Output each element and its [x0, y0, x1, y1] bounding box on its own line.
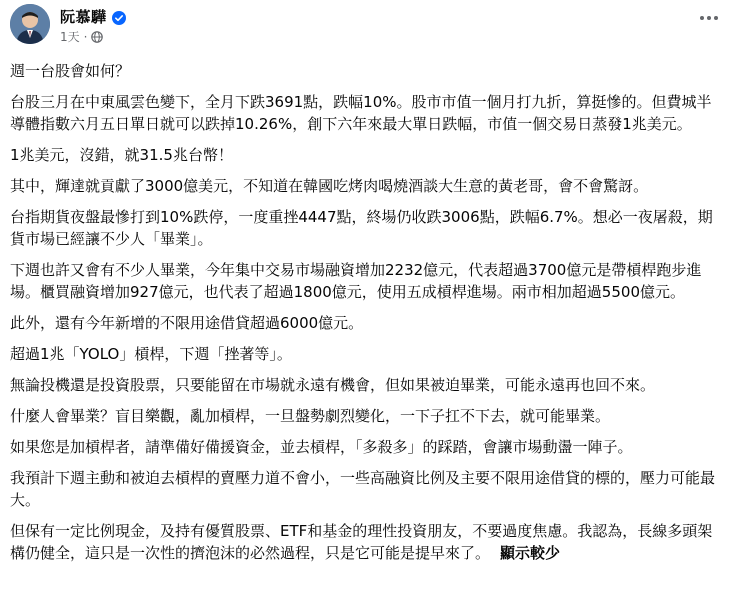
post-paragraph: 此外，還有今年新增的不限用途借貸超過6000億元。: [10, 314, 364, 332]
verified-badge-icon: [112, 10, 126, 24]
more-options-icon: [707, 16, 711, 20]
post-paragraph: 台股三月在中東風雲色變下，全月下跌3691點，跌幅10%。股市市值一個月打九折，算挺慘的。但費城半導體指數六月五日單日就可以跌掉10.26%，創下六年來最大單日跌幅，市值一個交易日蒸發1兆美元。: [10, 93, 712, 133]
post-paragraph: 台指期貨夜盤最慘打到10%跌停，一度重挫4447點，終場仍收跌3006點，跌幅6.7%。想必一夜屠殺，期貨市場已經讓不少人「畢業」。: [10, 208, 713, 248]
post-body: [10, 60, 726, 573]
post-paragraph: 週一台股會如何？: [10, 62, 131, 80]
see-less-link[interactable]: 顯示較少: [500, 544, 561, 562]
post-paragraph: 無論投機還是投資股票，只要能留在市場就永遠有機會，但如果被迫畢業，可能永遠再也回不來。: [10, 376, 656, 394]
post-paragraph: 如果您是加槓桿者，請準備好備援資金，並去槓桿，「多殺多」的踩踏，會讓市場動盪一陣子。: [10, 438, 633, 456]
post-paragraph: 我預計下週主動和被迫去槓桿的賣壓力道不會小，一些高融資比例及主要不限用途借貸的標的，壓力可能最大。: [10, 469, 716, 509]
meta-separator: ·: [83, 29, 88, 44]
post-paragraph: 下週也許又會有不少人畢業，今年集中交易市場融資增加2232億元，代表超過3700億元是帶槓桿跑步進場。櫃買融資增加927億元，也代表了超過1800億元，使用五成槓桿進場。兩市相加超過5500億元。: [10, 261, 702, 301]
post-timestamp[interactable]: 1天: [60, 30, 80, 44]
post-paragraph: 超過1兆「YOLO」槓桿，下週「挫著等」。: [10, 345, 292, 363]
author-name[interactable]: 阮慕驊: [60, 8, 107, 26]
post-paragraph-text: 但保有一定比例現金，及持有優質股票、ETF和基金的理性投資朋友，不要過度焦慮。我認為，長線多頭架構仍健全，這只是一次性的擠泡沫的必然過程，只是它可能是提早來了。: [10, 522, 713, 562]
author-avatar[interactable]: [10, 4, 50, 44]
post-paragraph-last: [10, 520, 726, 564]
post-meta: [60, 28, 103, 45]
more-options-button[interactable]: [695, 8, 723, 28]
more-options-icon: [700, 16, 704, 20]
globe-icon[interactable]: [91, 31, 103, 43]
post-paragraph: 其中，輝達就貢獻了3000億美元，不知道在韓國吃烤肉喝燒酒談大生意的黃老哥，會不會驚訝。: [10, 177, 649, 195]
post-paragraph: 1兆美元，沒錯，就31.5兆台幣！: [10, 146, 233, 164]
more-options-icon: [714, 16, 718, 20]
post-paragraph: 什麼人會畢業？盲目樂觀，亂加槓桿，一旦盤勢劇烈變化，一下子扛不下去，就可能畢業。: [10, 407, 611, 425]
post-header: [10, 4, 737, 50]
author-line: [60, 6, 126, 27]
